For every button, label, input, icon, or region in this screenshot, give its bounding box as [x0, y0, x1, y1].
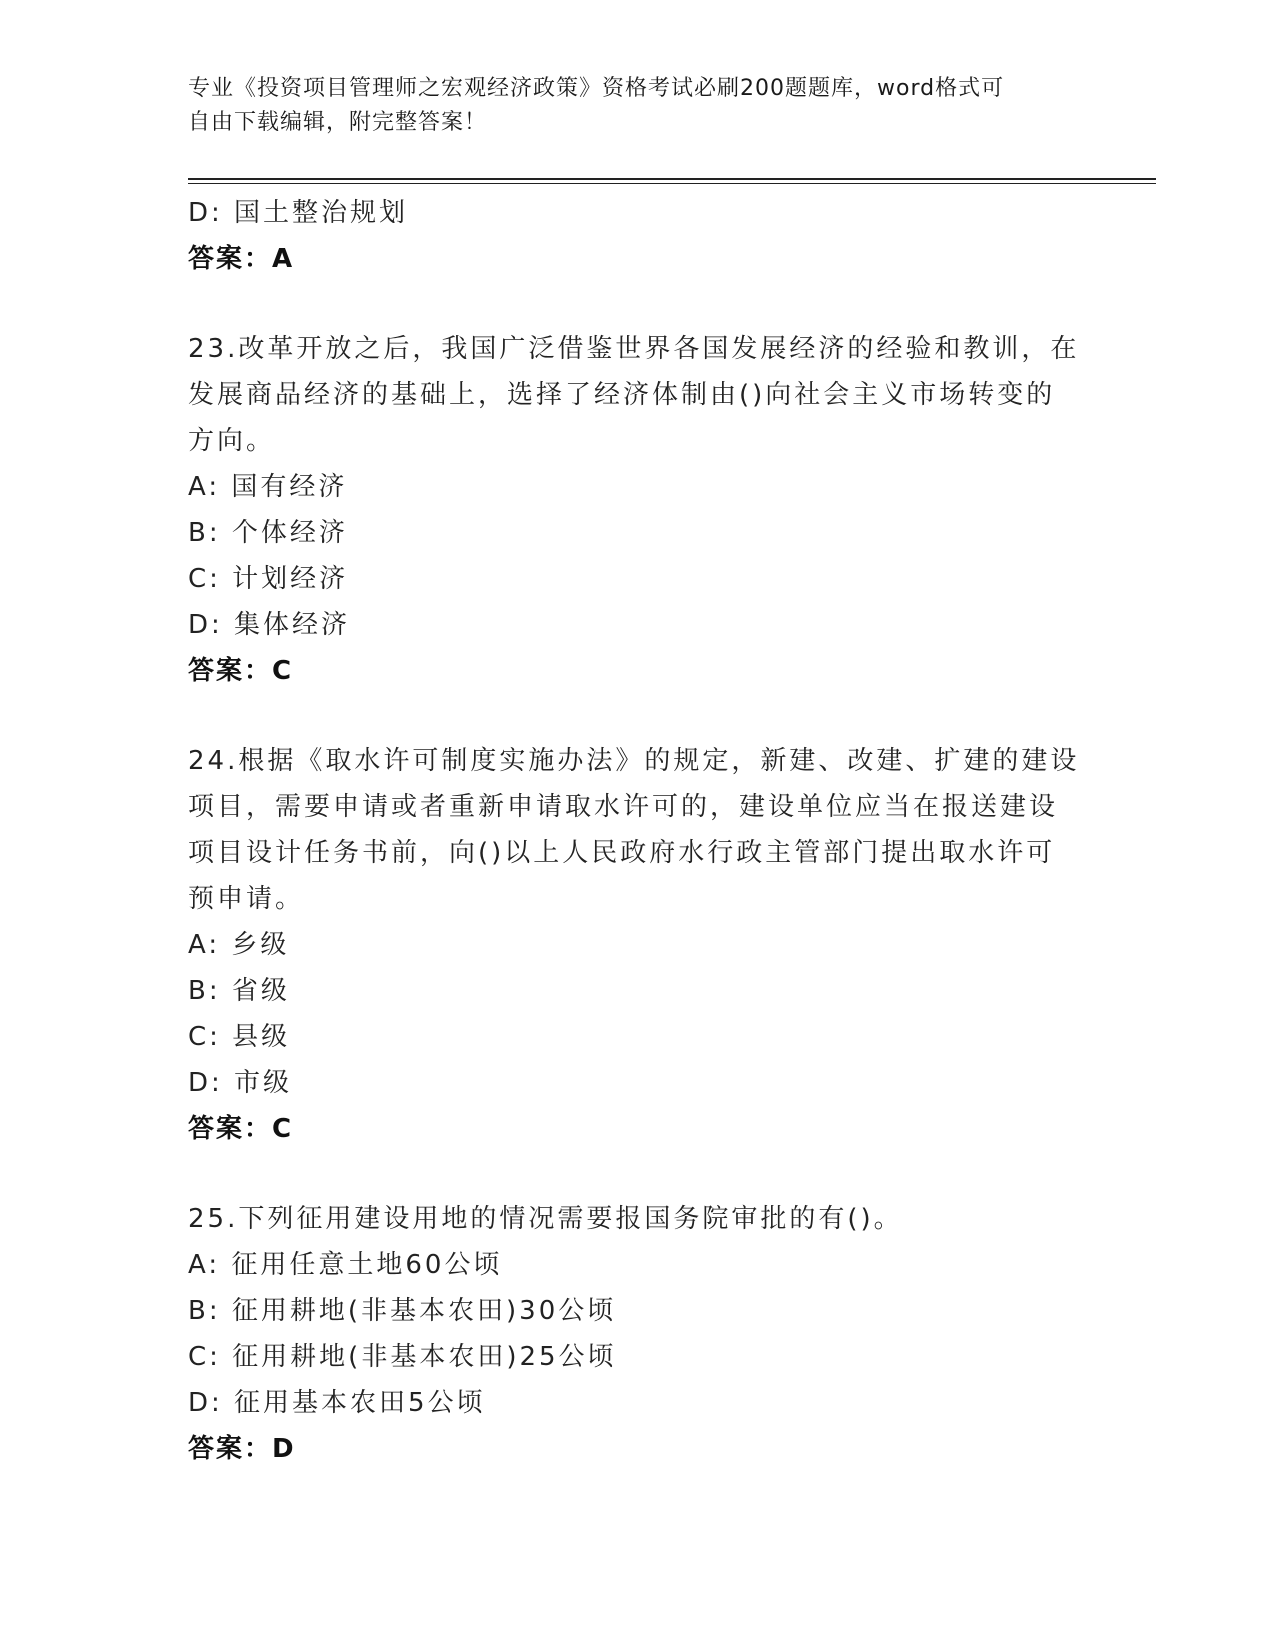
stem-line: 发展商品经济的基础上，选择了经济体制由()向社会主义市场转变的 — [188, 380, 1056, 410]
option-d: D: 集体经济 — [188, 610, 351, 640]
stem-line: 25.下列征用建设用地的情况需要报国务院审批的有()。 — [188, 1204, 903, 1234]
question-stem — [188, 326, 1088, 464]
stem-line: 项目，需要申请或者重新申请取水许可的，建设单位应当在报送建设 — [188, 792, 1059, 822]
previous-question-tail — [188, 190, 1088, 282]
question-stem — [188, 1196, 1088, 1242]
stem-line: 23.改革开放之后，我国广泛借鉴世界各国发展经济的经验和教训，在 — [188, 334, 1080, 364]
header-line-1: 专业《投资项目管理师之宏观经济政策》资格考试必刷200题题库，word格式可 — [188, 76, 1005, 101]
option-c: C: 征用耕地(非基本农田)25公顷 — [188, 1342, 617, 1372]
option-c: C: 县级 — [188, 1022, 291, 1052]
question-23 — [188, 326, 1088, 694]
stem-line: 项目设计任务书前，向()以上人民政府水行政主管部门提出取水许可 — [188, 838, 1056, 868]
header-divider-thick — [188, 178, 1156, 180]
stem-line: 预申请。 — [188, 884, 305, 914]
header-divider-thin — [188, 183, 1156, 184]
header-line-2: 自由下载编辑，附完整答案！ — [188, 110, 488, 135]
answer-label: 答案：A — [188, 244, 295, 274]
option-b: B: 征用耕地(非基本农田)30公顷 — [188, 1296, 617, 1326]
question-content — [188, 190, 1088, 1472]
question-25 — [188, 1196, 1088, 1472]
option-b: B: 省级 — [188, 976, 290, 1006]
stem-line: 方向。 — [188, 426, 276, 456]
answer-label: 答案：C — [188, 1114, 294, 1144]
question-24 — [188, 738, 1088, 1152]
stem-line: 24.根据《取水许可制度实施办法》的规定，新建、改建、扩建的建设 — [188, 746, 1080, 776]
answer-label: 答案：C — [188, 656, 294, 686]
option-b: B: 个体经济 — [188, 518, 348, 548]
option-a: A: 征用任意土地60公顷 — [188, 1250, 503, 1280]
option-a: A: 乡级 — [188, 930, 290, 960]
option-a: A: 国有经济 — [188, 472, 348, 502]
question-stem — [188, 738, 1088, 922]
document-header — [188, 72, 1088, 140]
option-d: D: 征用基本农田5公顷 — [188, 1388, 486, 1418]
answer-label: 答案：D — [188, 1434, 296, 1464]
option-d: D: 国土整治规划 — [188, 198, 409, 228]
option-d: D: 市级 — [188, 1068, 293, 1098]
option-c: C: 计划经济 — [188, 564, 349, 594]
